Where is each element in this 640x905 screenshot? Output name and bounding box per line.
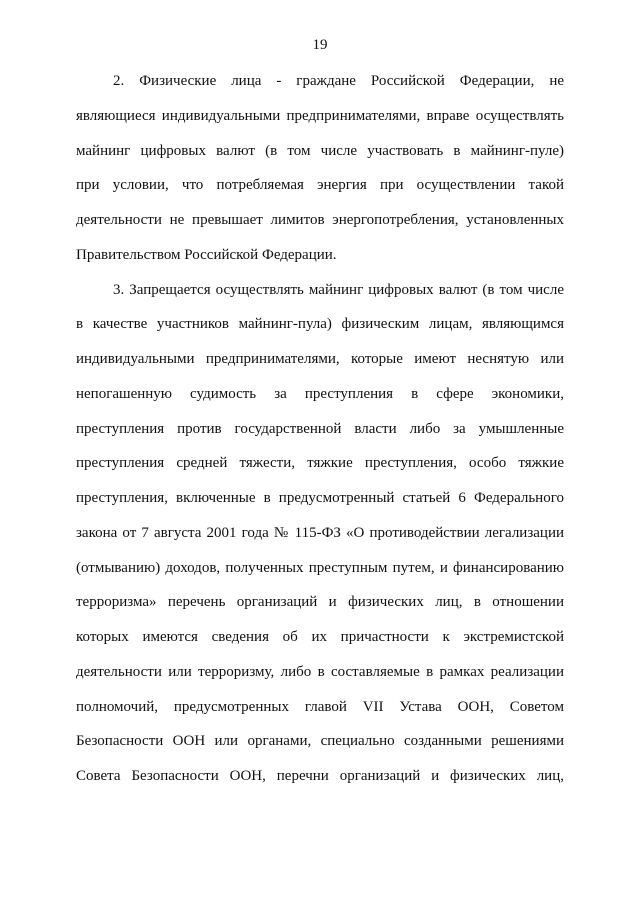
- text-line: 2. Физические лица - граждане Российской Федерации, не: [113, 73, 564, 89]
- text-line: 3. Запрещается осуществлять майнинг цифровых валют (в том числе: [113, 281, 564, 298]
- text-line: Совета Безопасности ООН, перечни организаций и физических лиц,: [76, 768, 564, 784]
- text-line: (отмыванию) доходов, полученных преступным путем, и финансированию: [76, 559, 564, 576]
- text-line: майнинг цифровых валют (в том числе участвовать в майнинг-пуле): [76, 142, 564, 159]
- page-number: 19: [312, 37, 328, 53]
- paragraph-2: [76, 69, 564, 278]
- text-line: полномочий, предусмотренных главой VII Устава ООН, Советом: [76, 698, 564, 715]
- text-line: деятельности не превышает лимитов энергопотребления, установленных: [76, 212, 564, 228]
- text-line: терроризма» перечень организаций и физических лиц, в отношении: [76, 594, 564, 611]
- text-line: деятельности или терроризму, либо в составляемые в рамках реализации: [76, 663, 564, 680]
- text-line: Правительством Российской Федерации.: [76, 246, 337, 263]
- text-line: в качестве участников майнинг-пула) физическим лицам, являющимся: [76, 316, 564, 333]
- text-line: являющиеся индивидуальными предпринимателями, вправе осуществлять: [76, 107, 564, 124]
- text-line: при условии, что потребляемая энергия при осуществлении такой: [76, 177, 564, 194]
- text-line: преступления, включенные в предусмотренный статьей 6 Федерального: [76, 490, 564, 506]
- document-body: [76, 69, 564, 799]
- text-line: преступления средней тяжести, тяжкие преступления, особо тяжкие: [76, 455, 564, 472]
- text-line: непогашенную судимость за преступления в сфере экономики,: [76, 385, 564, 402]
- paragraph-3: [76, 278, 564, 799]
- text-line: закона от 7 августа 2001 года № 115-ФЗ «О противодействии легализации: [76, 524, 564, 541]
- text-line: Безопасности ООН или органами, специально созданными решениями: [76, 733, 564, 750]
- text-line: которых имеются сведения об их причастности к экстремистской: [76, 629, 564, 645]
- text-line: индивидуальными предпринимателями, которые имеют неснятую или: [76, 351, 564, 367]
- text-line: преступления против государственной власти либо за умышленные: [76, 420, 564, 437]
